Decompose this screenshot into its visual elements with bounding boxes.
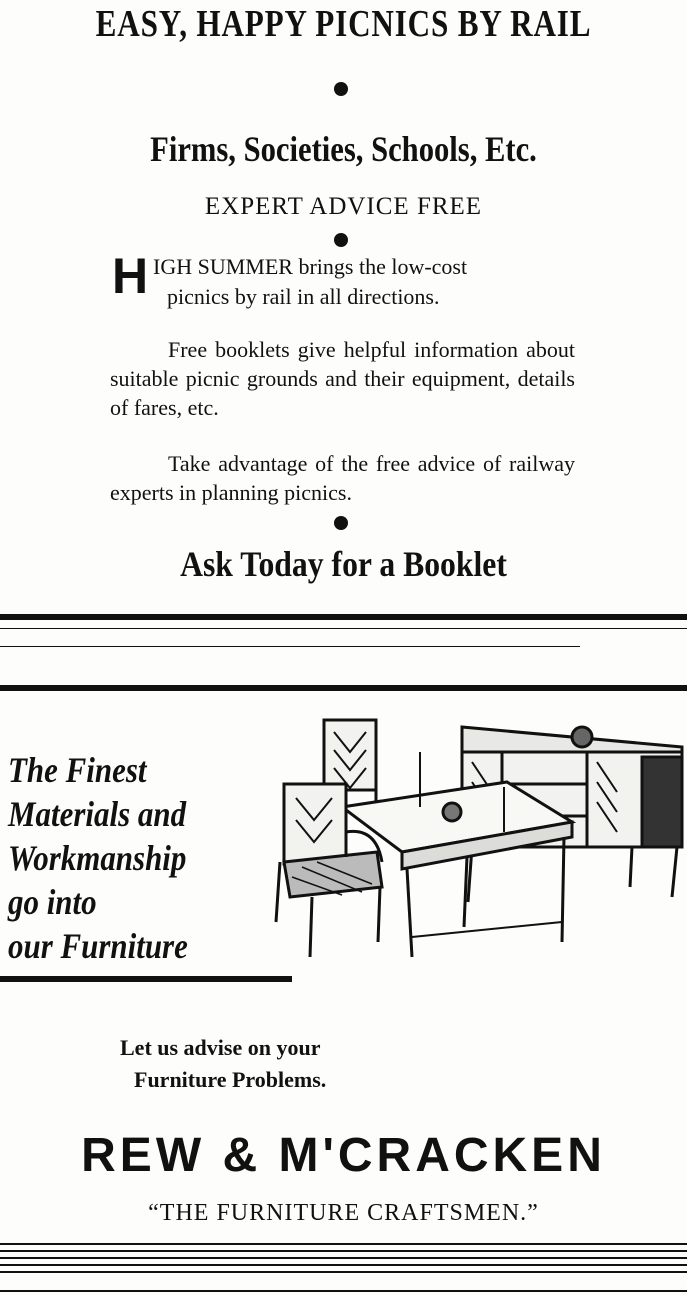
bottom-rule bbox=[0, 1271, 687, 1273]
bullet-dot-icon bbox=[334, 233, 348, 247]
company-slogan: “THE FURNITURE CRAFTSMEN.” bbox=[148, 1200, 539, 1226]
advice-text bbox=[120, 1032, 326, 1096]
bottom-rule bbox=[0, 1264, 687, 1266]
para1-line2: picnics by rail in all directions. bbox=[167, 284, 440, 309]
para1-line1: IGH SUMMER brings the low-cost bbox=[153, 254, 468, 279]
bottom-rule bbox=[0, 1250, 687, 1252]
divider-rule bbox=[0, 628, 687, 629]
rail-headline: EASY, HAPPY PICNICS BY RAIL bbox=[95, 3, 592, 45]
bottom-rule bbox=[0, 1257, 687, 1259]
tagline-underline bbox=[0, 976, 292, 982]
tagline-line: The Finest bbox=[8, 750, 147, 790]
para3: Take advantage of the free advice of railway experts in planning picnics. bbox=[110, 451, 575, 505]
tagline-line: Materials and bbox=[8, 794, 187, 834]
furniture-tagline bbox=[8, 748, 188, 968]
divider-rule bbox=[0, 614, 687, 620]
advice-line1: Let us advise on your bbox=[120, 1035, 321, 1060]
rail-audience: Firms, Societies, Schools, Etc. bbox=[150, 129, 537, 169]
para2: Free booklets give helpful information about suitable picnic grounds and their equipment, details of fares, etc. bbox=[110, 337, 575, 420]
bottom-rule bbox=[0, 1290, 687, 1292]
drop-cap: H bbox=[112, 248, 149, 304]
rail-subhead: EXPERT ADVICE FREE bbox=[204, 193, 483, 220]
advice-line2: Furniture Problems. bbox=[134, 1067, 327, 1092]
bottom-rule bbox=[0, 1243, 687, 1245]
call-to-action: Ask Today for a Booklet bbox=[180, 544, 507, 584]
company-name: REW & M'CRACKEN bbox=[81, 1129, 606, 1182]
tagline-line: our Furniture bbox=[8, 926, 188, 966]
bullet-dot-icon bbox=[334, 516, 348, 530]
bullet-dot-icon bbox=[334, 82, 348, 96]
divider-rule bbox=[0, 646, 580, 647]
tagline-line: go into bbox=[8, 882, 97, 922]
tagline-line: Workmanship bbox=[8, 838, 187, 878]
divider-rule bbox=[0, 685, 687, 691]
furniture-illustration bbox=[272, 712, 687, 967]
